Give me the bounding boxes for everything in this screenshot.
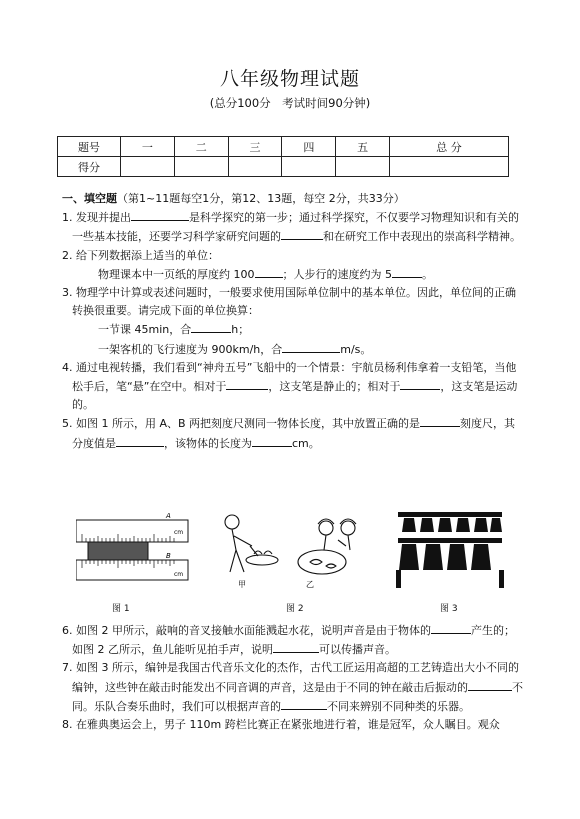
- score-input-cell[interactable]: [390, 157, 509, 177]
- answer-blank[interactable]: [255, 265, 283, 278]
- question-2: [62, 247, 524, 265]
- q6-text-b: 产生的；如图 2 乙所示，鱼儿能听见拍手声，说明: [72, 624, 515, 657]
- measured-object: [88, 542, 148, 560]
- question-1: [62, 208, 524, 246]
- ruler-b: [76, 560, 188, 580]
- answer-blank[interactable]: [431, 621, 471, 634]
- question-3: [62, 284, 524, 320]
- question-6: [62, 621, 524, 659]
- figure-1-rulers: [76, 512, 192, 596]
- ruler-b-label: B: [166, 552, 171, 560]
- score-input-cell[interactable]: [336, 157, 390, 177]
- bell-frame-top: [398, 512, 502, 517]
- answer-blank[interactable]: [191, 320, 231, 333]
- answer-blank[interactable]: [468, 678, 512, 691]
- ruler-a-unit: cm: [174, 529, 184, 536]
- question-4: [62, 359, 524, 415]
- answer-blank[interactable]: [281, 227, 323, 240]
- score-cell: 四: [282, 137, 336, 157]
- score-input-cell[interactable]: [121, 157, 175, 177]
- score-cell: 得分: [58, 157, 121, 177]
- q2-text-d: 。: [422, 267, 433, 281]
- answer-blank[interactable]: [282, 340, 340, 353]
- q1-text-c: 和在研究工作中表现出的崇高科学精神。: [323, 230, 521, 244]
- q3-text-d: 一架客机的飞行速度为 900km/h，合: [98, 342, 283, 356]
- q6-text-a: 6. 如图 2 甲所示，敲响的音叉接触水面能溅起水花，说明声音是由于物体的: [62, 624, 431, 637]
- q2-text-a: 2. 给下列数据添上适当的单位：: [62, 248, 219, 262]
- question-5: [62, 414, 524, 452]
- figure-2-sound: [214, 510, 374, 590]
- section-heading: [62, 190, 524, 208]
- q7-text-b: 不同。乐队合奏乐曲时，我们可以根据声音的: [72, 680, 523, 713]
- answer-blank[interactable]: [252, 434, 292, 447]
- question-content: [62, 190, 524, 453]
- score-cell: 总 分: [390, 137, 509, 157]
- q5-text-c: ，该物体的长度为: [164, 436, 252, 450]
- score-cell: 一: [121, 137, 175, 157]
- question-3-line1: [62, 320, 524, 339]
- question-content-lower: [62, 621, 524, 734]
- score-cell: 题号: [58, 137, 121, 157]
- q8-text-a: 8. 在雅典奥运会上，男子 110m 跨栏比赛正在紧张地进行着，谁是冠军，众人瞩目。观众: [62, 718, 500, 732]
- answer-blank[interactable]: [281, 697, 327, 710]
- figure-3-bells: [396, 510, 506, 590]
- q2-text-b: 物理课本中一页纸的厚度约 100: [98, 267, 255, 281]
- q5-text-b: 刻度尺，其分度值是: [72, 417, 516, 450]
- ruler-a: [76, 520, 188, 542]
- q4-text-c: ，这支笔是运动的。: [72, 380, 518, 412]
- question-3-line2: [62, 340, 524, 359]
- q3-text-c: h；: [231, 323, 250, 337]
- q5-text-d: cm。: [292, 436, 320, 450]
- score-table: [57, 136, 509, 177]
- ruler-a-label: A: [166, 512, 171, 520]
- page-subtitle: (总分100分 考试时间90分钟): [209, 96, 371, 110]
- bell-supports: [396, 570, 504, 588]
- figure-1-label: 图 1: [112, 604, 130, 614]
- score-table-header-row: [58, 137, 509, 157]
- figure-3-label: 图 3: [440, 604, 458, 614]
- q3-text-a: 3. 物理学中计算或表述问题时，一般要求使用国际单位制中的基本单位。因此，单位间的正确转换很重要。请完成下面的单位换算：: [62, 286, 516, 318]
- section-title: 一、填空题: [62, 192, 117, 205]
- bells-upper-row: [402, 518, 502, 532]
- tuning-fork-person-icon: [225, 515, 278, 572]
- score-cell: 五: [336, 137, 390, 157]
- answer-blank[interactable]: [400, 377, 440, 390]
- bells-lower-row: [399, 544, 491, 570]
- score-table-score-row: [58, 157, 509, 177]
- question-8: [62, 716, 524, 734]
- q1-text-b: 是科学探究的第一步；通过科学探究，不仅要学习物理知识和有关的一些基本技能，还要学习科学家研究问题的: [72, 211, 519, 244]
- question-7: [62, 659, 524, 716]
- page-title: 八年级物理试题: [219, 68, 360, 90]
- answer-blank[interactable]: [273, 640, 319, 653]
- figure-2-label: 图 2: [286, 604, 304, 614]
- score-cell: 三: [228, 137, 282, 157]
- bell-frame-middle: [398, 538, 502, 543]
- q4-text-b: ，这支笔是静止的；相对于: [268, 380, 401, 394]
- answer-blank[interactable]: [131, 208, 189, 221]
- score-input-cell[interactable]: [174, 157, 228, 177]
- q1-text-a: 1. 发现并提出: [62, 211, 131, 225]
- q2-text-c: ；人步行的速度约为 5: [282, 267, 392, 281]
- score-input-cell[interactable]: [228, 157, 282, 177]
- fish-bowl-people-icon: [298, 519, 356, 574]
- answer-blank[interactable]: [420, 414, 460, 427]
- q5-text-a: 5. 如图 1 所示，用 A、B 两把刻度尺测同一物体长度，其中放置正确的是: [62, 417, 421, 431]
- section-instruction: （第1~11题每空1分，第12、13题，每空 2分，共33分）: [117, 192, 405, 205]
- score-cell: 二: [174, 137, 228, 157]
- answer-blank[interactable]: [226, 377, 268, 390]
- q3-text-e: m/s。: [340, 342, 372, 356]
- q3-text-b: 一节课 45min，合: [98, 323, 192, 337]
- figure-2-jia-label: 甲: [238, 580, 246, 589]
- figure-2-yi-label: 乙: [306, 580, 314, 589]
- q7-text-a: 7. 如图 3 所示，编钟是我国古代音乐文化的杰作，古代工匠运用高超的工艺铸造出大小不同的编钟，这些钟在敲击时能发出不同音调的声音，这是由于不同的钟在敲击后振动的: [62, 661, 519, 694]
- answer-blank[interactable]: [392, 265, 422, 278]
- q4-text-a: 4. 通过电视转播，我们看到“神舟五号”飞船中的一个情景：宇航员杨利伟拿着一支铅笔，当他松手后，笔“悬”在空中。相对于: [62, 360, 517, 394]
- q7-text-c: 不同来辨别不同种类的乐器。: [327, 699, 470, 713]
- question-2-line: [62, 265, 524, 284]
- answer-blank[interactable]: [116, 434, 164, 447]
- ruler-b-unit: cm: [174, 571, 184, 578]
- score-input-cell[interactable]: [282, 157, 336, 177]
- q6-text-c: 可以传播声音。: [319, 643, 396, 657]
